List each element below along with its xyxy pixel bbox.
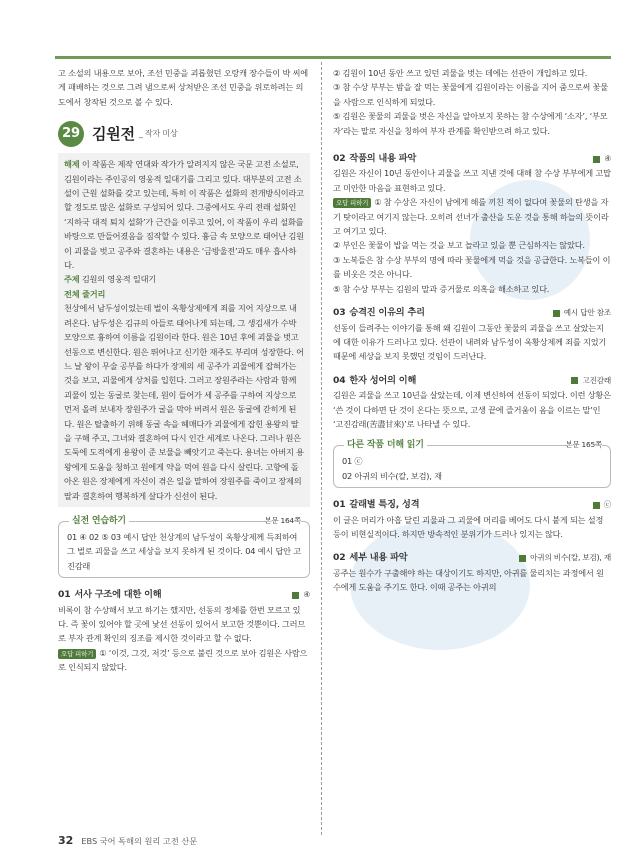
answer-icon <box>553 310 560 317</box>
practice-page-ref: 본문 164쪽 <box>265 514 301 528</box>
question-answer: 예시 답안 참조 <box>563 308 611 318</box>
question-heading <box>333 306 611 320</box>
work-title-row <box>58 121 310 147</box>
question-explanation: 김원은 자신이 10년 동안이나 괴물을 쓰고 지낸 것에 대해 참 수상 부부에게 고맙고 미안한 마음을 표현하고 있다. <box>333 168 611 193</box>
top-item: ② 김원이 10년 동안 쓰고 있던 괴물을 벗는 데에는 선관이 개입하고 있다. <box>333 68 588 78</box>
theme-label: 주제 <box>64 274 80 285</box>
work-author: _ 작자 미상 <box>138 129 178 139</box>
wrong-answer-badge: 오답 피하기 <box>58 649 96 659</box>
wrong-answer-text: ③ 노복들은 참 수상 부부의 명에 따라 꽃물에게 먹을 것을 공급한다. 노복들이 이를 비웃은 것은 아니다. <box>333 254 611 280</box>
question-number: 02 <box>333 552 346 564</box>
answer-icon <box>593 156 600 163</box>
theme-text: 김원의 영웅적 일대기 <box>81 274 157 285</box>
question-title: 승격진 이유의 추리 <box>349 307 425 319</box>
work-title: 김원전 <box>92 125 135 144</box>
question-heading <box>333 498 611 512</box>
page-number: 32 <box>58 834 74 847</box>
top-item: ③ 참 수상 부부는 밤을 잘 먹는 꽃물에게 김원이라는 이름을 지어 줌으로써 꽃물을 사람으로 인식하게 되었다. <box>333 82 608 107</box>
right-column <box>333 66 611 595</box>
question-title: 작품의 내용 파악 <box>349 153 417 165</box>
answer-icon <box>519 555 526 562</box>
question-answer: ④ <box>604 154 611 164</box>
question-explanation: 비록이 참 수상해서 보고 하기는 했지만, 선동의 정체를 한번 모르고 있다. 즉 꽃이 있어야 할 곳에 낯선 선동이 있어서 보고한 것뿐이다. 그러므로 부자 관계 확인의 징조를 제시한 것이라고 할 수 없다. <box>58 604 306 644</box>
practice-title: 실전 연습하기 <box>69 514 129 528</box>
top-rule <box>55 56 611 59</box>
question-answer: 고진감래 <box>582 375 611 385</box>
other-work-answer: 02 아귀의 비수(칼, 보검), 재 <box>342 470 442 481</box>
question-number: 03 <box>333 307 346 319</box>
question-number: 04 <box>333 374 346 386</box>
plot-text: 천상에서 남두성이었는데 벌이 옥황상제에게 죄를 지어 지상으로 내려온다. 남두성은 김규의 아들로 태어나게 되는데, 그 생김새가 수박 모양으로 흉하여 이름을 김원이라 한다. 원은 10년 후에 괴물을 벗고 선동으로 변신한다. 원은 뛰어나고 신기한 재주도 부리며 성장한다. 어느 날 왕이 무술 공부를 하다가 장제의 세 공주가 괴물에게 잡혀가는 것을 보고, 괴물에게 상처를 입힌다. 그러고 장원주라는 사람과 함께 괴물이 있는 동굴로 찾는데, 원이 들어가 세 공주를 구하여 지상으로 먼저 올려 보내자 장원주가 굴을 막아 버려서 원은 동굴에 갇히게 된다. 원은 탈출하기 위해 동굴 속을 헤매다가 괴물에게 잡힌 용왕의 딸을 구해 주고, 그녀와 결혼하여 다시 인간 세계로 나온다. 그러나 원은 도둑에 도적에게 용왕이 준 보물을 빼앗기고 죽는다. 용녀는 아버지 용왕에게 도움을 청하고 원에게 약을 먹여 원을 다시 살린다. 고향에 돌아온 원은 장제에게 자신이 겪은 일을 말하여 장원주를 죽이고 장제의 딸과 결혼하여 행복하게 살다가 신선이 된다. <box>64 303 304 501</box>
question-heading <box>333 551 611 565</box>
answer-icon <box>593 502 600 509</box>
question-explanation: 김원은 괴물을 쓰고 10년을 살았는데, 이제 변신하여 선동이 되었다. 이런 상황은 ‘쓴 것이 다하면 단 것이 온다는 뜻으로, 고생 끝에 즐거움이 옴을 이르는 말’인 ‘고진감래(苦盡甘來)’로 나타낼 수 있다. <box>333 390 611 429</box>
wrong-answer-badge: 오답 피하기 <box>333 198 371 208</box>
question-answer: 아귀의 비수(칼, 보검), 재 <box>530 553 611 563</box>
wrong-answer-text: ⑤ 참 수상 부부는 김원의 말과 증거물로 의혹을 해소하고 있다. <box>333 283 550 294</box>
plot-label: 전체 줄거리 <box>64 288 106 299</box>
question-number: 01 <box>58 589 71 601</box>
other-work-page-ref: 본문 165쪽 <box>566 438 602 452</box>
question-answer: ④ <box>303 590 310 600</box>
question-title: 서사 구조에 대한 이해 <box>74 589 162 601</box>
question-answer: ⓒ <box>603 500 611 510</box>
question-heading <box>333 374 611 388</box>
other-work-box <box>333 440 611 488</box>
other-work-title: 다른 작품 더해 읽기 <box>344 438 427 452</box>
question-title: 세부 내용 파악 <box>349 552 408 564</box>
question-explanation: 공주는 원수가 구출해야 하는 대상이기도 하지만, 아귀를 물리치는 과정에서 원수에게 도움을 주기도 한다. 이때 공주는 아귀의 <box>333 567 604 593</box>
top-item: ⑤ 김원은 꽃물의 괴물을 벗은 자신을 알아보지 못하는 참 수상에게 ‘소자’, ‘부모자’라는 말로 자신을 칭하여 부자 관계를 확인받으려 하고 있다. <box>333 111 608 136</box>
question-heading <box>58 588 310 602</box>
question-explanation: 선동이 들려주는 이야기를 통해 왜 김원이 그동안 꽃물의 괴물을 쓰고 살았는지에 대한 이유가 드러나고 있다. 선관이 내려와 남두성이 옥황상제께 죄를 지었기 때문에 세상을 보지 못했던 것임이 드러난다. <box>333 322 607 362</box>
question-title: 한자 성어의 이해 <box>349 374 417 386</box>
question-number: 01 <box>333 499 346 511</box>
wrong-answer-text: ② 부인은 꽃물이 밥을 먹는 것을 보고 놀라고 있을 뿐 근심하지는 않았다. <box>333 240 585 251</box>
wrong-answer-text: ① 참 수상은 자신이 남에게 해를 끼친 적이 없다며 꽃물의 탄생을 자기 탓이라고 여기지 않는다. 오히려 선녀가 출산을 도운 것을 통해 하늘의 뜻이라고 여기고 있다. <box>333 197 609 237</box>
practice-answers: 01 ④ 02 ⑤ 03 예시 답안 천상계의 남두성이 옥황상제께 득죄하여 그 벌로 괴물을 쓰고 세상을 보지 못하게 된 것이다. 04 예시 답안 고진감래 <box>67 531 301 571</box>
left-column <box>58 66 310 675</box>
practice-answer-box <box>58 515 310 578</box>
column-divider <box>321 62 322 835</box>
page-footer <box>58 834 197 847</box>
book-title: EBS 국어 독해의 원리 고전 산문 <box>81 836 198 846</box>
other-work-answer: 01 ⓒ <box>342 456 363 467</box>
commentary-label: 해제 <box>64 159 80 170</box>
question-explanation: 이 글은 머리가 아홉 달린 괴물과 그 괴물에 머리를 베어도 다시 붙게 되는 설정 등이 비현실적이다. 하지만 방속적인 분위기가 드러나 있지는 않다. <box>333 514 604 539</box>
question-number: 02 <box>333 153 346 165</box>
question-title: 갈래별 특징, 성격 <box>349 499 420 511</box>
commentary-box <box>58 153 310 507</box>
answer-icon <box>292 592 299 599</box>
intro-paragraph: 고 소설의 내용으로 보아, 조선 민중을 괴롭혔던 오랑캐 장수들이 박 씨에게 패배하는 것으로 그려 냄으로써 상처받은 조선 민중을 위로하려는 의도에서 창작된 것으로 볼 수 있다. <box>58 68 308 107</box>
answer-icon <box>571 377 578 384</box>
commentary-text: 이 작품은 제작 연대와 작가가 알려지지 않은 국문 고전 소설로, 김원이라는 주인공의 영웅적 일대기를 그리고 있다. 대부분의 고전 소설이 근원 설화를 갖고 있는데, 특히 이 작품은 설화의 전개방식이라고 할 정도로 많은 설화로 구성되어 있다. 그중에서도 우리 전래 설화인 ‘지하국 대적 퇴치 설화’가 근간을 이루고 있어, 이 작품이 우리 설화를 바탕으로 만들어졌음을 짐작할 수 있다. 흉금 속 모양으로 태어난 김원이 괴물을 벗고 공주와 결혼하는 내용은 ‘금방울전’과도 매우 흡사하다. <box>64 159 304 271</box>
work-number: 29 <box>58 121 84 147</box>
question-heading <box>333 152 611 166</box>
wrong-answer-text: ① ‘이것, 그것, 저것’ 등으로 불린 것으로 보아 김원은 사람으로 인식되지 않았다. <box>58 647 308 673</box>
